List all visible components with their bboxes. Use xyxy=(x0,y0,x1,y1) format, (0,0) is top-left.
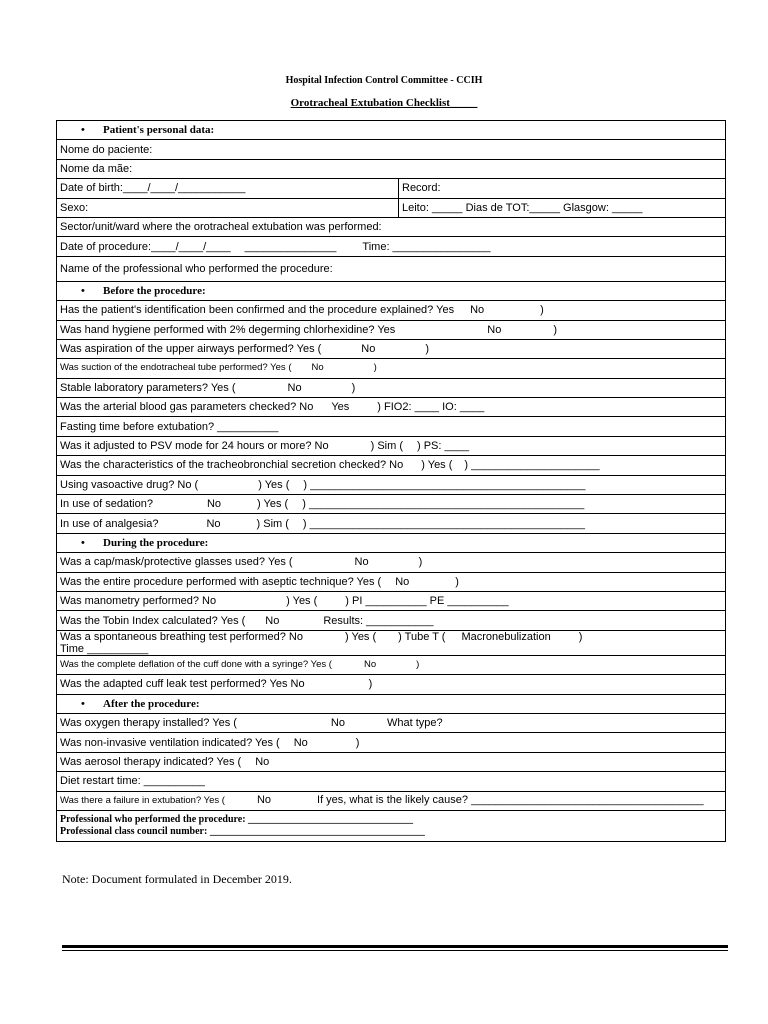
option-no: No xyxy=(206,517,221,530)
during-q1[interactable] xyxy=(57,553,726,572)
before-q4[interactable] xyxy=(57,359,726,378)
document-note: Note: Document formulated in December 2019. xyxy=(62,872,292,886)
footer-rule-thin xyxy=(62,950,728,951)
question-text: Fasting time before extubation? __________ xyxy=(60,420,279,433)
date-of-procedure-field[interactable] xyxy=(57,237,726,256)
sex-field[interactable]: Sexo: xyxy=(57,198,399,217)
after-q5[interactable] xyxy=(57,791,726,810)
option-no: No xyxy=(287,381,302,394)
before-q9[interactable] xyxy=(57,456,726,475)
date-blank: _______________ xyxy=(244,240,337,253)
sector-field[interactable]: Sector/unit/ward where the orotracheal extubation was performed: xyxy=(57,217,726,236)
close-paren: ) xyxy=(355,736,360,749)
checklist-title-text: Orotracheal Extubation Checklist xyxy=(290,97,450,109)
question-text: Was the entire procedure performed with aseptic technique? Yes ( xyxy=(60,575,382,588)
professional-name-field[interactable]: Name of the professional who performed the procedure: xyxy=(57,256,726,281)
question-text: Stable laboratory parameters? Yes ( xyxy=(60,381,236,394)
before-q7[interactable] xyxy=(57,417,726,436)
option-yes: ) Yes ( xyxy=(344,630,377,643)
question-text: Was oxygen therapy installed? Yes ( xyxy=(60,717,237,730)
question-text: Was non-invasive ventilation indicated? Yes ( xyxy=(60,736,280,749)
option-no: No xyxy=(330,717,345,730)
before-q2[interactable] xyxy=(57,320,726,339)
time-field: Time __________ xyxy=(60,642,149,655)
close-paren: ) xyxy=(351,381,356,394)
close-paren: ) xyxy=(540,304,544,317)
date-of-procedure-label: Date of procedure:____/____/____ xyxy=(60,240,231,253)
answer-line: ) _____________________________________________ xyxy=(303,478,586,491)
bullet-icon: • xyxy=(81,284,85,297)
question-text: Was the characteristics of the tracheobronchial secretion checked? No xyxy=(60,459,404,472)
option-macronebulization: Macronebulization xyxy=(461,630,551,643)
fio2-io: ) FIO2: ____ IO: ____ xyxy=(377,401,485,414)
during-q6[interactable] xyxy=(57,655,726,674)
option-no: No xyxy=(255,755,270,768)
close-paren: ) xyxy=(578,630,583,643)
option-yes: ) Yes ( xyxy=(258,478,290,491)
after-q3[interactable] xyxy=(57,752,726,771)
answer-line: ) _____________________________________________ xyxy=(302,517,585,530)
bed-info-field[interactable]: Leito: _____ Dias de TOT:_____ Glasgow: _____ xyxy=(399,198,726,217)
question-text: Was manometry performed? No xyxy=(60,595,217,608)
question-text: In use of analgesia? xyxy=(60,517,159,530)
question-text: Was there a failure in extubation? Yes ( xyxy=(60,795,225,807)
question-text: Was the complete deflation of the cuff done with a syringe? Yes ( xyxy=(60,658,332,670)
option-no: No xyxy=(293,736,308,749)
option-no: No xyxy=(206,498,222,511)
pi-pe-fields: ) PI __________ PE __________ xyxy=(345,595,509,608)
option-no: No xyxy=(354,556,369,569)
option-sim: ) Sim ( xyxy=(370,440,403,453)
option-yes: Yes xyxy=(331,401,350,414)
option-no: No xyxy=(256,794,272,807)
before-q1[interactable] xyxy=(57,301,726,320)
checklist-title xyxy=(0,97,768,109)
checklist-table xyxy=(56,120,726,842)
option-no: No xyxy=(311,362,324,374)
before-q3[interactable] xyxy=(57,339,726,358)
question-text: Using vasoactive drug? No ( xyxy=(60,478,199,491)
bullet-icon: • xyxy=(81,537,85,549)
after-q2[interactable] xyxy=(57,733,726,752)
option-no: No xyxy=(361,343,376,356)
option-yes: ) Yes ( xyxy=(286,595,318,608)
option-no: No xyxy=(470,304,485,317)
during-q3[interactable] xyxy=(57,591,726,610)
before-q11[interactable] xyxy=(57,495,726,514)
likely-cause-field: If yes, what is the likely cause? ______________________________________ xyxy=(317,794,704,807)
section-label: After the procedure: xyxy=(103,697,200,710)
section-heading-during xyxy=(57,533,726,552)
answer-line: ) _____________________ xyxy=(464,459,600,472)
option-no: No xyxy=(363,658,377,670)
option-tube-t: ) Tube T ( xyxy=(398,630,446,643)
during-q5[interactable] xyxy=(57,630,726,655)
what-type-field: What type? xyxy=(386,717,443,730)
section-label: Before the procedure: xyxy=(103,284,206,297)
option-yes: ) Yes ( xyxy=(257,498,289,511)
patient-name-field[interactable]: Nome do paciente: xyxy=(57,140,726,159)
mother-name-field[interactable]: Nome da mãe: xyxy=(57,159,726,178)
close-paren: ) xyxy=(368,678,373,691)
option-sim: ) Sim ( xyxy=(256,517,289,530)
before-q6[interactable] xyxy=(57,398,726,417)
section-label: Patient's personal data: xyxy=(103,124,215,137)
checklist-title-suffix: _____ xyxy=(449,97,478,109)
question-text: Was a spontaneous breathing test performed? No xyxy=(60,630,303,643)
after-q1[interactable] xyxy=(57,713,726,732)
option-no: No xyxy=(265,614,280,627)
close-paren: ) xyxy=(418,556,423,569)
section-row-after xyxy=(57,694,726,713)
question-text: Was the adapted cuff leak test performed? Yes No xyxy=(60,678,305,691)
question-text: Was the Tobin Index calculated? Yes ( xyxy=(60,614,246,627)
professional-signature-block[interactable] xyxy=(57,810,726,841)
close-paren: ) xyxy=(455,575,459,588)
record-field[interactable]: Record: xyxy=(399,179,726,198)
question-text: Was aspiration of the upper airways performed? Yes ( xyxy=(60,343,322,356)
answer-line: ) _____________________________________________ xyxy=(302,498,585,511)
question-text: Has the patient's identification been confirmed and the procedure explained? Yes xyxy=(60,304,455,317)
professional-council-field: Professional class council number: ___________________________________________ xyxy=(60,825,425,837)
question-text: Diet restart time: __________ xyxy=(60,775,205,788)
before-q12[interactable] xyxy=(57,514,726,533)
before-q5[interactable] xyxy=(57,378,726,397)
after-q4[interactable] xyxy=(57,772,726,791)
option-no: No xyxy=(487,323,502,336)
before-q8[interactable] xyxy=(57,436,726,455)
section-label: During the procedure: xyxy=(103,537,209,549)
close-paren: ) xyxy=(425,343,430,356)
question-text: Was aerosol therapy indicated? Yes ( xyxy=(60,755,242,768)
close-paren: ) xyxy=(373,362,377,374)
close-paren: ) xyxy=(553,323,558,336)
committee-heading: Hospital Infection Control Committee - CCIH xyxy=(285,75,483,86)
section-heading-after xyxy=(57,694,726,713)
question-text: Was suction of the endotracheal tube performed? Yes ( xyxy=(60,362,292,374)
before-q10[interactable] xyxy=(57,475,726,494)
during-q2[interactable] xyxy=(57,572,726,591)
section-row-before xyxy=(57,281,726,300)
professional-performed-field: Professional who performed the procedure: _________________________________ xyxy=(60,813,414,825)
time-label: Time: ________________ xyxy=(362,240,491,253)
question-text: Was the arterial blood gas parameters checked? No xyxy=(60,401,314,414)
ps-field: ) PS: ____ xyxy=(417,440,469,453)
section-heading-personal xyxy=(57,121,726,140)
date-of-birth-field[interactable]: Date of birth:____/____/___________ xyxy=(57,179,399,198)
section-row-during xyxy=(57,533,726,552)
during-q4[interactable] xyxy=(57,611,726,630)
question-text: Was a cap/mask/protective glasses used? Yes ( xyxy=(60,556,293,569)
bullet-icon: • xyxy=(81,124,85,137)
section-row-personal xyxy=(57,121,726,140)
option-no: No xyxy=(395,575,410,588)
question-text: Was hand hygiene performed with 2% degerming chlorhexidine? Yes xyxy=(60,323,396,336)
bullet-icon: • xyxy=(81,697,85,710)
during-q7[interactable] xyxy=(57,675,726,694)
question-text: In use of sedation? xyxy=(60,498,153,511)
section-heading-before xyxy=(57,281,726,300)
results-field: Results: ___________ xyxy=(323,614,434,627)
option-yes: ) Yes ( xyxy=(421,459,453,472)
footer-rule-thick xyxy=(62,945,728,948)
close-paren: ) xyxy=(416,658,420,670)
question-text: Was it adjusted to PSV mode for 24 hours or more? No xyxy=(60,440,329,453)
